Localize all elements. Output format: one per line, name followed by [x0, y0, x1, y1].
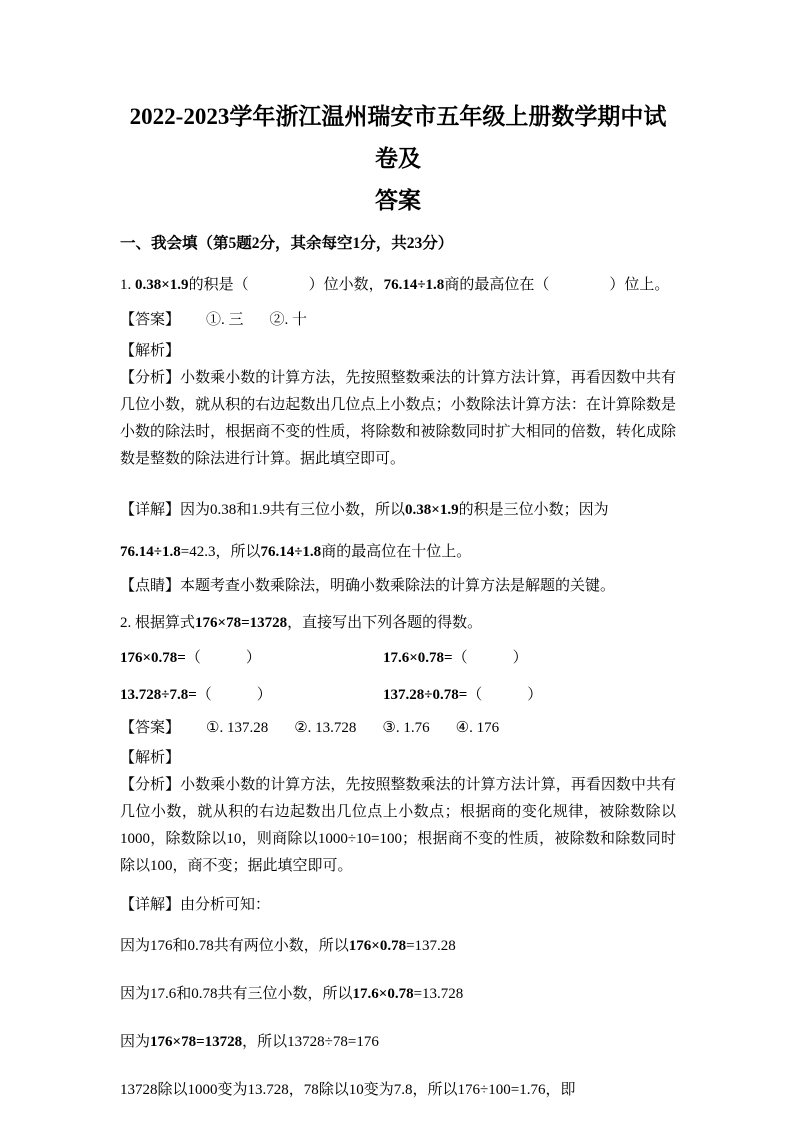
q2-detail-line-4	[120, 1075, 676, 1105]
q2-detail-2-formula: 17.6×0.78	[352, 986, 414, 1002]
q1-detail-formula-1: 0.38×1.9	[405, 502, 459, 518]
q2-detail-intro: 【详解】由分析可知：	[120, 897, 271, 913]
q2-answer-item-2: ②. 13.728	[294, 720, 357, 736]
q2-detail-3-pre: 因为	[120, 1034, 151, 1050]
q2-answer-item-3: ③. 1.76	[382, 720, 430, 736]
q2-detail-1-post: =137.28	[406, 938, 456, 954]
q2-detail-line-1	[120, 931, 676, 961]
q2-expression-4	[383, 682, 676, 709]
q2-answer-label: 【答案】	[120, 720, 181, 736]
q2-detail-line-3	[120, 1027, 676, 1057]
q2-expression-2-formula: 17.6×0.78=	[383, 650, 453, 666]
q1-detail-text-4: 商的最高位在十位上。	[321, 544, 472, 560]
q1-detail-text-3: =42.3，所以	[180, 544, 261, 560]
q2-detail-3-formula: 176×78=13728	[150, 1034, 243, 1050]
q1-stem-text-3: 商的最高位在（ ）位上。	[444, 277, 670, 293]
q2-expression-3-formula: 13.728÷7.8=	[120, 687, 197, 703]
q1-analysis-label: 【解析】	[120, 343, 181, 359]
q2-detail-3-post: ，所以13728÷78=176	[242, 1034, 379, 1050]
q1-detail-text-2: 的积是三位小数；因为	[458, 502, 609, 518]
q2-detail-4-pre: 13728除以1000变为13.728，78除以10变为7.8，所以176÷100=1.76，即	[120, 1082, 576, 1098]
q1-stem	[120, 272, 676, 299]
q1-stem-formula-1: 0.38×1.9	[135, 277, 189, 293]
q1-answer-label: 【答案】	[120, 312, 181, 328]
q1-stem-text-1: 1.	[120, 277, 135, 293]
q2-analysis-paragraph: 【分析】小数乘小数的计算方法，先按照整数乘法的计算方法计算，再看因数中共有几位小数，就从积的右边起数出几位点上小数点；根据商的变化规律，被除数除以1000，除数除以10，则商除以1000÷10=100；根据商不变的性质，被除数和除数同时除以100，商不变；据此填空即可。	[120, 777, 676, 874]
q2-answer-item-1: ①. 137.28	[206, 720, 269, 736]
document-title	[120, 96, 676, 222]
q2-expression-1-formula: 176×0.78=	[120, 650, 186, 666]
q2-detail-1-pre: 因为176和0.78共有两位小数，所以	[120, 938, 349, 954]
q2-expression-1	[120, 645, 383, 672]
q2-expression-2	[383, 645, 676, 672]
q2-answer-item-4: ④. 176	[455, 720, 500, 736]
q2-answer-line	[120, 715, 676, 742]
section-one-heading: 一、我会填（第5题2分，其余每空1分，共23分）	[120, 235, 454, 252]
q2-expression-3	[120, 682, 383, 709]
q1-analysis-paragraph: 【分析】小数乘小数的计算方法，先按照整数乘法的计算方法计算，再看因数中共有几位小数，就从积的右边起数出几位点上小数点；小数除法计算方法：在计算除数是小数的除法时，根据商不变的性质，将除数和被除数同时扩大相同的倍数，转化成除数是整数的除法进行计算。据此填空即可。	[120, 370, 676, 467]
q1-stem-formula-2: 76.14÷1.8	[383, 277, 445, 293]
q1-detail-text-1: 【详解】因为0.38和1.9共有三位小数，所以	[120, 502, 406, 518]
q2-detail-1-formula: 176×0.78	[348, 938, 407, 954]
q1-note-paragraph: 【点睛】本题考查小数乘除法，明确小数乘除法的计算方法是解题的关键。	[120, 578, 616, 594]
q1-answer-item-1: ①. 三	[206, 312, 244, 328]
q2-stem-text-2: ，直接写出下列各题的得数。	[287, 615, 483, 631]
q1-detail-line-2	[120, 537, 676, 567]
q1-stem-text-2: 的积是（ ）位小数，	[188, 277, 384, 293]
q2-detail-2-pre: 因为17.6和0.78共有三位小数，所以	[120, 986, 353, 1002]
q2-detail-2-post: =13.728	[413, 986, 464, 1002]
q2-analysis-label: 【解析】	[120, 750, 181, 766]
q2-stem-text-1: 2. 根据算式	[120, 615, 196, 631]
q2-expression-1-blank: （ ）	[185, 650, 261, 666]
q2-detail-line-2	[120, 979, 676, 1009]
q1-answer-line	[120, 307, 676, 334]
q1-answer-item-2: ②. 十	[269, 312, 308, 328]
q2-stem-formula: 176×78=13728	[195, 615, 288, 631]
q2-expression-2-blank: （ ）	[452, 650, 528, 666]
document-title-line1: 2022-2023学年浙江温州瑞安市五年级上册数学期中试卷及	[129, 104, 667, 171]
document-title-line2: 答案	[375, 188, 421, 213]
q2-stem	[120, 610, 676, 637]
q1-detail-line-1	[120, 495, 676, 525]
q2-expression-3-blank: （ ）	[196, 687, 272, 703]
q1-detail-formula-2: 76.14÷1.8	[120, 544, 181, 560]
q2-expression-4-blank: （ ）	[467, 687, 543, 703]
q2-expression-4-formula: 137.28÷0.78=	[383, 687, 468, 703]
q2-expression-grid	[120, 645, 676, 709]
q1-detail-formula-3: 76.14÷1.8	[260, 544, 322, 560]
